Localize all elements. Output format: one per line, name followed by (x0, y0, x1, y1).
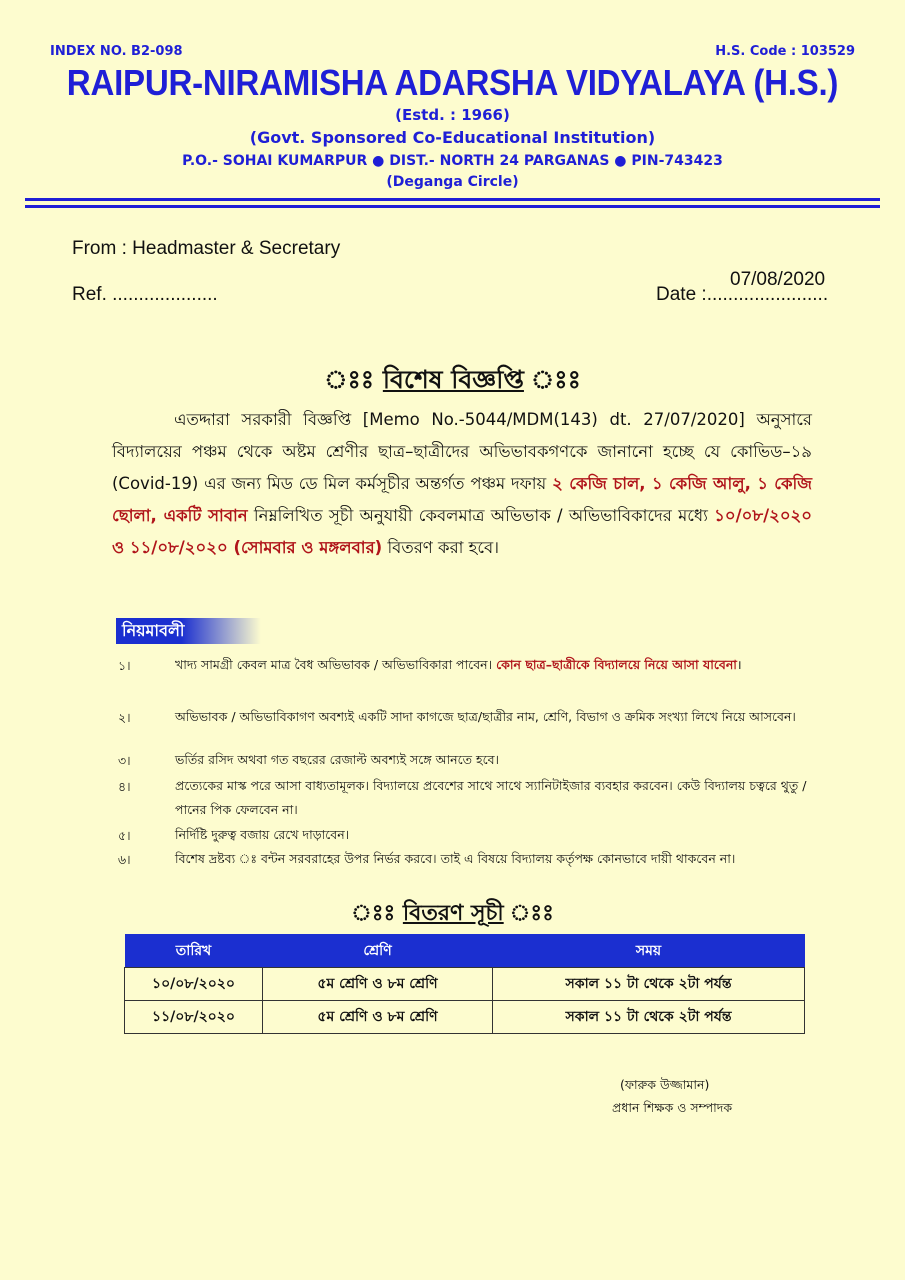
distribution-dates: ১০/০৮/২০২০ ও ১১/০৮/২০২০ (সোমবার ও মঙ্গলবার) (112, 506, 813, 557)
rule-item: খাদ্য সামগ্রী কেবল মাত্র বৈধ অভিভাবক / অভিভাবিকারা পাবেন। কোন ছাত্র–ছাত্রীকে বিদ্যালয়ে নিয়ে আসা যাবেনা। (175, 657, 742, 672)
notice-title-text: বিশেষ বিজ্ঞপ্তি (382, 365, 524, 394)
header-divider-top (25, 198, 880, 201)
column-header-time: সময় (493, 934, 805, 968)
hs-code: H.S. Code : 103529 (715, 44, 855, 59)
column-header-class: শ্রেণি (263, 934, 493, 968)
cell-time: সকাল ১১ টা থেকে ২টা পর্যন্ত (493, 1001, 805, 1034)
rules-header: নিয়মাবলী (116, 618, 261, 644)
rule-number: ৩। (118, 753, 131, 768)
rule-item: নির্দিষ্টি দুরুত্ব বজায় রেখে দাড়াবেন। (175, 827, 350, 842)
distribution-schedule-table (124, 934, 805, 1034)
institution-type: (Govt. Sponsored Co-Educational Institution) (249, 128, 656, 147)
rule-item: বিশেষ দ্রষ্টব্য ঃ বন্টন সরবরাহের উপর নির্ভর করবে। তাই এ বিষয়ে বিদ্যালয় কর্তৃপক্ষ কোনভাবে দায়ী থাকবেন না। (175, 851, 736, 866)
table-row (125, 1001, 805, 1034)
table-header-row (125, 934, 805, 968)
rule-number: ৫। (118, 828, 131, 843)
rule-number: ১। (118, 658, 131, 673)
cell-date: ১১/০৮/২০২০ (125, 1001, 263, 1034)
notice-title (0, 360, 905, 403)
schedule-title-text: বিতরণ সূচী (402, 901, 504, 926)
header-divider-bottom (25, 205, 880, 208)
ration-items: ২ কেজি চাল, ১ কেজি আলু, ১ কেজি ছোলা, একটি সাবান (112, 474, 813, 525)
rule-number: ৪। (118, 779, 131, 794)
cell-class: ৫ম শ্রেণি ও ৮ম শ্রেণি (263, 968, 493, 1001)
ref-line: Ref. .................... (72, 284, 218, 305)
established-year: (Estd. : 1966) (395, 106, 510, 124)
notice-body-part-1: এতদ্দারা সরকারী বিজ্ঞপ্তি [Memo No.-5044/MDM(143) dt. 27/07/2020] অনুসারে বিদ্যালয়ের পঞ্চম থেকে অষ্টম শ্রেণীর ছাত্র–ছাত্রীদের অভিভাবকগণকে জানানো হচ্ছে যে কোভিড–১৯ (Covid-19) এর জন্য মিড ডে মিল কর্মসূচীর অন্তর্গত পঞ্চম দফায় (112, 410, 812, 493)
cell-time: সকাল ১১ টা থেকে ২টা পর্যন্ত (493, 968, 805, 1001)
school-name: RAIPUR-NIRAMISHA ADARSHA VIDYALAYA (H.S.) (66, 62, 839, 103)
signatory-name: (ফারুক উজ্জামান) (620, 1077, 710, 1092)
notice-title-suffix: ঃঃ (523, 365, 581, 394)
schedule-title (0, 896, 905, 933)
rule-warning: কোন ছাত্র–ছাত্রীকে বিদ্যালয়ে নিয়ে আসা যাবেনা (496, 657, 737, 672)
date-value: 07/08/2020 (730, 269, 826, 290)
column-header-date: তারিখ (125, 934, 263, 968)
cell-class: ৫ম শ্রেণি ও ৮ম শ্রেণি (263, 1001, 493, 1034)
rule-item: অভিভাবক / অভিভাবিকাগণ অবশ্যই একটি সাদা কাগজে ছাত্র/ছাত্রীর নাম, শ্রেণি, বিভাগ ও ক্রমিক সংখ্যা লিখে নিয়ে আসবেন। (175, 709, 796, 724)
notice-body-part-3: বিতরণ করা হবে। (382, 538, 500, 557)
schedule-title-prefix: ঃঃ (351, 901, 403, 926)
notice-body-part-2: নিম্নলিখিত সূচী অনুযায়ী কেবলমাত্র অভিভাক / অভিভাবিকাদের মধ্যে (247, 506, 715, 525)
rule-item: প্রত্যেকের মাস্ক পরে আসা বাধ্যতামূলক। বিদ্যালয়ে প্রবেশের সাথে সাথে স্যানিটাইজার ব্যবহার করবেন। কেউ বিদ্যালয় চত্বরে থুতু / পানের পিক ফেলবেন না। (175, 778, 807, 817)
notice-body (112, 404, 812, 564)
rule-item: ভর্তির রসিদ অথবা গত বছরের রেজাল্ট অবশ্যই সঙ্গে আনতে হবে। (175, 752, 500, 767)
signatory-title: প্রধান শিক্ষক ও সম্পাদক (612, 1100, 733, 1115)
rule-number: ২। (118, 710, 131, 725)
school-address: P.O.- SOHAI KUMARPUR ● DIST.- NORTH 24 PARGANAS ● PIN-743423 (182, 153, 723, 169)
date-line: Date :....................... (656, 284, 829, 305)
index-number: INDEX NO. B2-098 (50, 44, 183, 59)
table-row (125, 968, 805, 1001)
from-line: From : Headmaster & Secretary (72, 238, 341, 259)
schedule-title-suffix: ঃঃ (503, 901, 554, 926)
cell-date: ১০/০৮/২০২০ (125, 968, 263, 1001)
notice-title-prefix: ঃঃ (324, 365, 383, 394)
school-circle: (Deganga Circle) (386, 174, 519, 190)
rule-number: ৬। (118, 852, 131, 867)
